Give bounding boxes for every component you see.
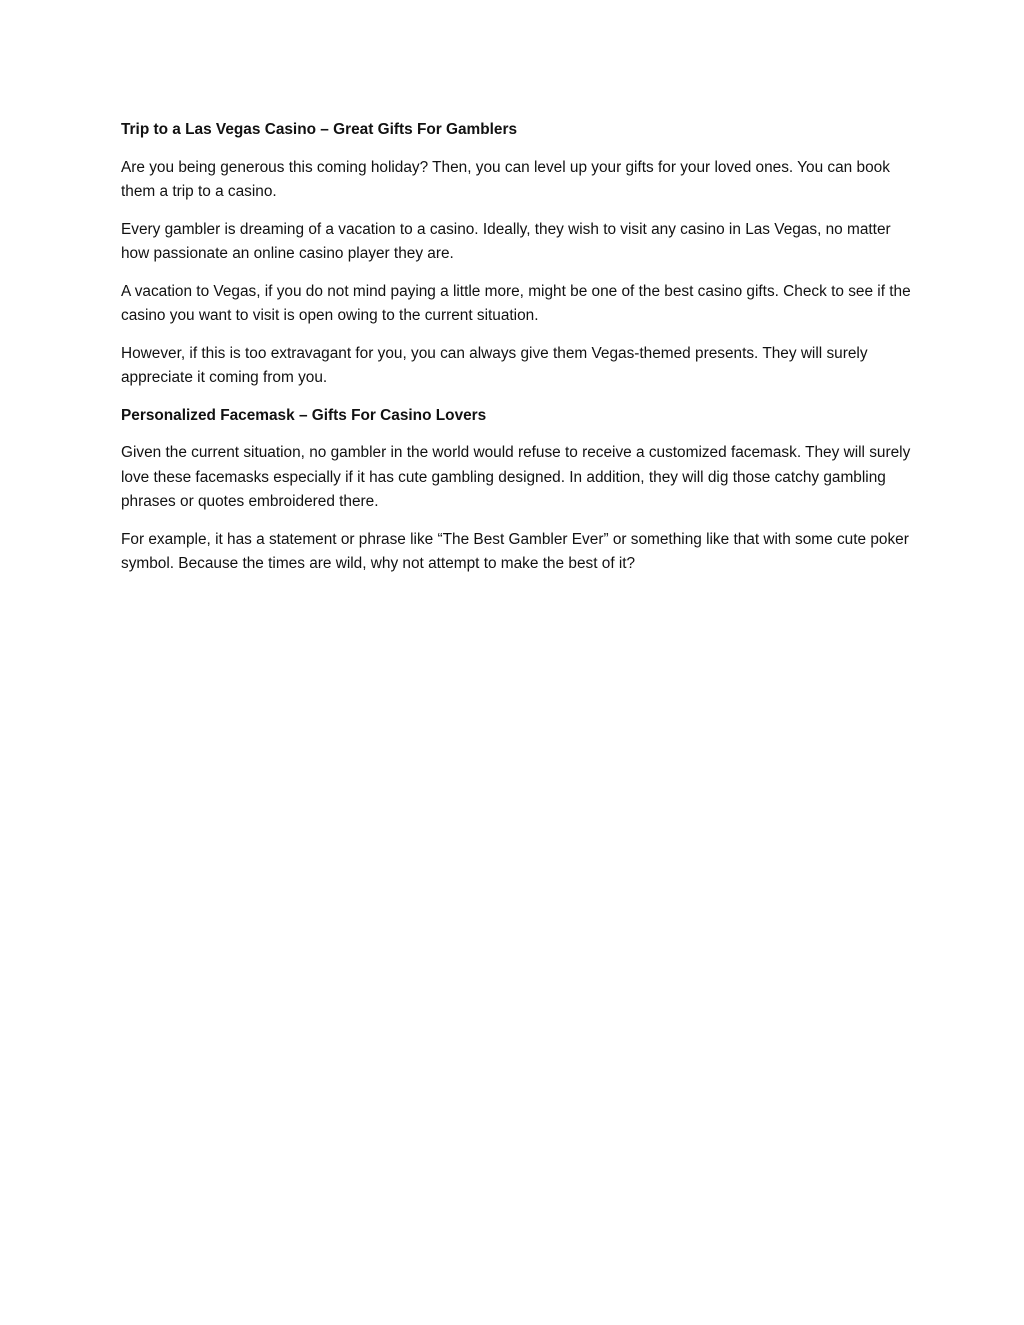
section-facemask xyxy=(121,404,911,577)
section-heading: Personalized Facemask – Gifts For Casino Lovers xyxy=(121,406,487,424)
paragraph: Given the current situation, no gambler in the world would refuse to receive a customized facemask. They will surely love these facemasks especially if it has cute gambling designed. In addition, they will dig those catchy gambling phrases or quotes embroidered there. xyxy=(121,444,911,510)
section-heading: Trip to a Las Vegas Casino – Great Gifts For Gamblers xyxy=(121,121,518,138)
paragraph: However, if this is too extravagant for you, you can always give them Vegas-themed presents. They will surely appreciate it coming from you. xyxy=(121,344,868,386)
paragraph: A vacation to Vegas, if you do not mind paying a little more, might be one of the best casino gifts. Check to see if the casino you want to visit is open owing to the current situation. xyxy=(121,282,911,324)
paragraph: Are you being generous this coming holiday? Then, you can level up your gifts for your loved ones. You can book them a trip to a casino. xyxy=(121,158,890,200)
paragraph: For example, it has a statement or phrase like “The Best Gambler Ever” or something like that with some cute poker symbol. Because the times are wild, why not attempt to make the best of it? xyxy=(121,530,909,572)
document-body xyxy=(121,118,911,590)
paragraph: Every gambler is dreaming of a vacation to a casino. Ideally, they wish to visit any casino in Las Vegas, no matter how passionate an online casino player they are. xyxy=(121,220,891,262)
section-vegas-trip xyxy=(121,118,911,391)
